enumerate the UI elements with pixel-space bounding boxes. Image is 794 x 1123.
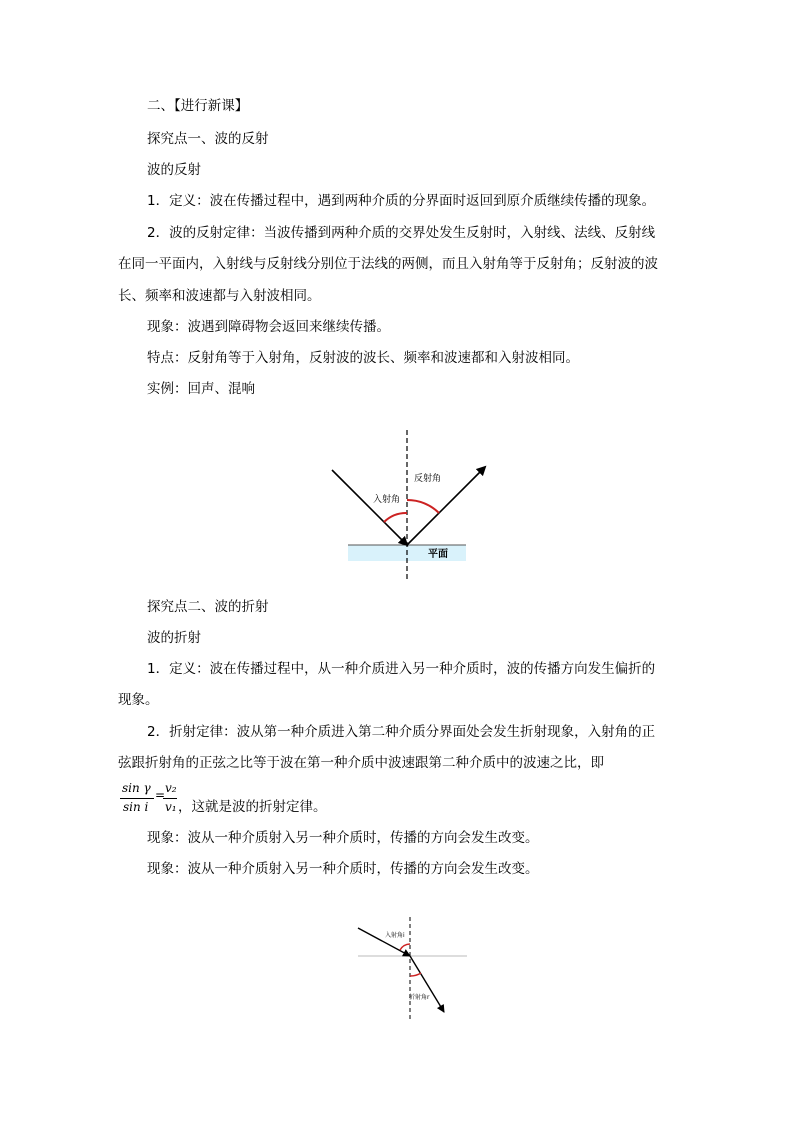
formula-equals: = [155, 788, 166, 802]
reflection-definition: 1．定义：波在传播过程中，遇到两种介质的分界面时返回到原介质继续传播的现象。 [147, 193, 656, 209]
refract-angle-label: 折射角r [409, 994, 430, 1001]
reflection-examples: 实例：回声、混响 [147, 381, 255, 397]
reflection-law-line-2: 在同一平面内，入射线与反射线分别位于法线的两侧，而且入射角等于反射角；反射波的波 [118, 256, 658, 272]
part1-subheading: 波的反射 [147, 162, 201, 178]
formula-denominator-left: sin i [123, 800, 149, 814]
refraction-phenomenon-2: 现象：波从一种介质射入另一种介质时，传播的方向会发生改变。 [147, 861, 539, 877]
incident-angle-arc [384, 513, 407, 522]
snell-formula [118, 779, 178, 819]
reflection-law-line-1: 2．波的反射定律：当波传播到两种介质的交界处发生反射时，入射线、法线、反射线 [147, 225, 656, 241]
part2-subheading: 波的折射 [147, 630, 201, 646]
incident-angle-label: 入射角i [385, 932, 405, 939]
part1-heading: 探究点一、波的反射 [147, 131, 269, 147]
reflection-phenomenon: 现象：波遇到障碍物会返回来继续传播。 [147, 319, 390, 335]
reflection-diagram [330, 425, 490, 585]
reflect-angle-label: 反射角 [414, 474, 442, 484]
part2-heading: 探究点二、波的折射 [147, 599, 269, 615]
refract-angle-arc [410, 973, 421, 976]
incident-angle-label: 入射角 [373, 495, 401, 505]
incident-ray [332, 470, 407, 545]
formula-numerator-right: v₂ [165, 781, 177, 795]
refraction-definition-line-2: 现象。 [118, 692, 159, 708]
reflection-features: 特点：反射角等于入射角，反射波的波长、频率和波速都和入射波相同。 [147, 350, 579, 366]
refraction-diagram [355, 915, 470, 1025]
formula-fraction-bar-left [120, 798, 154, 799]
section-heading: 二、【进行新课】 [147, 98, 249, 114]
refracted-ray [410, 956, 444, 1012]
refraction-law-line-2: 弦跟折射角的正弦之比等于波在第一种介质中波速跟第二种介质中的波速之比，即 [118, 755, 604, 771]
reflect-angle-arc [407, 500, 439, 513]
refraction-law-line-1: 2．折射定律：波从第一种介质进入第二种介质分界面处会发生折射现象，入射角的正 [147, 724, 656, 740]
incident-angle-arc [400, 944, 410, 950]
refraction-law-tail: ，这就是波的折射定律。 [178, 799, 327, 815]
reflection-law-line-3: 长、频率和波速都与入射波相同。 [118, 288, 321, 304]
refraction-definition-line-1: 1．定义：波在传播过程中，从一种介质进入另一种介质时，波的传播方向发生偏折的 [147, 661, 656, 677]
formula-fraction-bar-right [163, 798, 177, 799]
formula-numerator-left: sin γ [122, 781, 151, 795]
refraction-phenomenon-1: 现象：波从一种介质射入另一种介质时，传播的方向会发生改变。 [147, 830, 539, 846]
surface-label: 平面 [428, 549, 448, 560]
formula-denominator-right: v₁ [165, 800, 177, 814]
